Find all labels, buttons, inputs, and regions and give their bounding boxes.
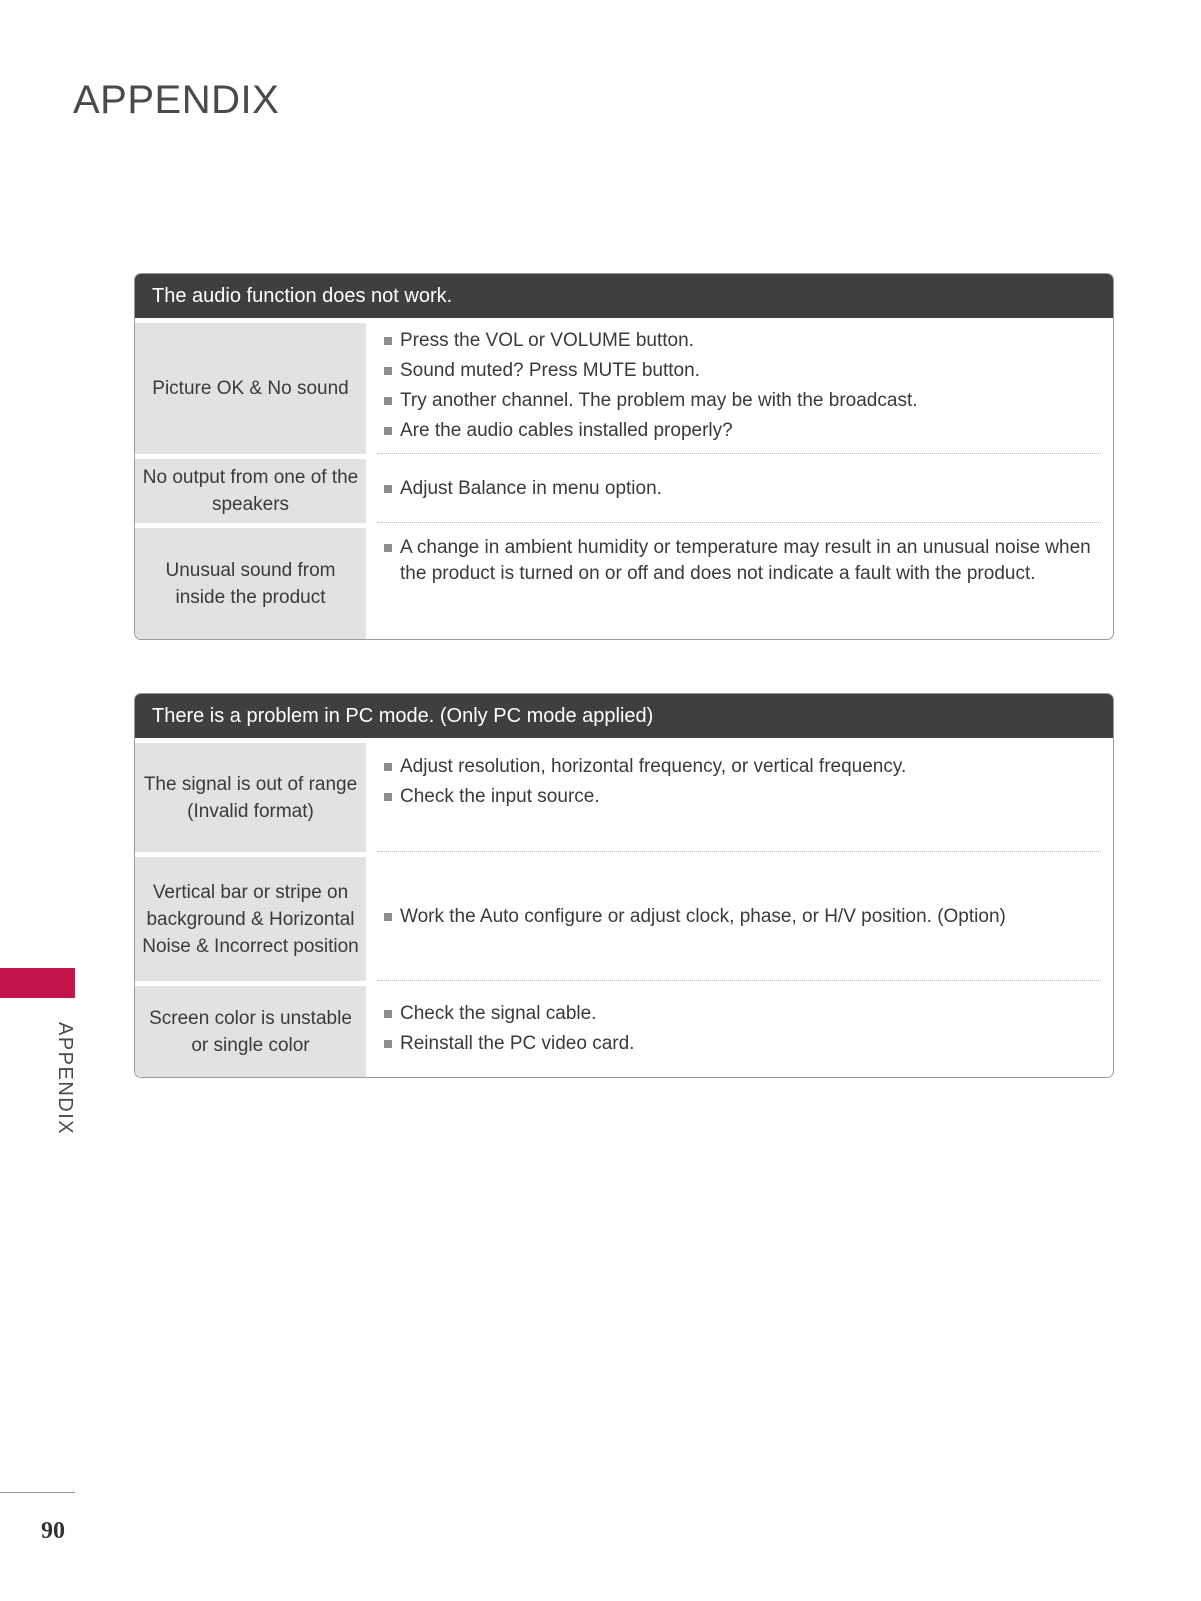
table-row	[135, 981, 1113, 1077]
remedy-item: A change in ambient humidity or temperature may result in an unusual noise when the product is turned on or off and does not indicate a fault with the product.	[384, 535, 1099, 587]
page-title: APPENDIX	[73, 78, 280, 122]
symptom-cell: Picture OK & No sound	[135, 318, 366, 454]
remedy-cell	[366, 738, 1113, 852]
remedy-item: Check the input source.	[384, 782, 1099, 812]
remedy-cell	[366, 318, 1113, 454]
remedy-item: Work the Auto configure or adjust clock, phase, or H/V position. (Option)	[384, 902, 1099, 932]
symptom-cell: Screen color is unstable or single color	[135, 981, 366, 1077]
remedy-cell	[366, 454, 1113, 523]
symptom-cell: No output from one of the speakers	[135, 454, 366, 523]
remedy-cell	[366, 523, 1113, 639]
remedy-item: Try another channel. The problem may be with the broadcast.	[384, 386, 1099, 416]
table-row	[135, 523, 1113, 639]
remedy-item: Sound muted? Press MUTE button.	[384, 356, 1099, 386]
remedy-item: Are the audio cables installed properly?	[384, 416, 1099, 446]
troubleshooting-table-audio	[134, 273, 1114, 640]
table-row	[135, 852, 1113, 981]
remedy-item: Press the VOL or VOLUME button.	[384, 326, 1099, 356]
symptom-cell: The signal is out of range (Invalid format)	[135, 738, 366, 852]
remedy-item: Reinstall the PC video card.	[384, 1029, 1099, 1059]
remedy-cell	[366, 852, 1113, 981]
footer-rule	[0, 1492, 75, 1493]
table-header: The audio function does not work.	[135, 274, 1113, 318]
table-row	[135, 454, 1113, 523]
symptom-cell: Vertical bar or stripe on background & Horizontal Noise & Incorrect position	[135, 852, 366, 981]
page-number: 90	[41, 1518, 65, 1544]
remedy-cell	[366, 981, 1113, 1077]
troubleshooting-table-pc-mode	[134, 693, 1114, 1078]
section-tab-marker	[0, 968, 75, 998]
remedy-item: Check the signal cable.	[384, 999, 1099, 1029]
table-row	[135, 738, 1113, 852]
table-header: There is a problem in PC mode. (Only PC mode applied)	[135, 694, 1113, 738]
remedy-item: Adjust Balance in menu option.	[384, 474, 1099, 504]
symptom-cell: Unusual sound from inside the product	[135, 523, 366, 639]
side-section-label: APPENDIX	[54, 1022, 76, 1136]
table-row	[135, 318, 1113, 454]
remedy-item: Adjust resolution, horizontal frequency, or vertical frequency.	[384, 752, 1099, 782]
